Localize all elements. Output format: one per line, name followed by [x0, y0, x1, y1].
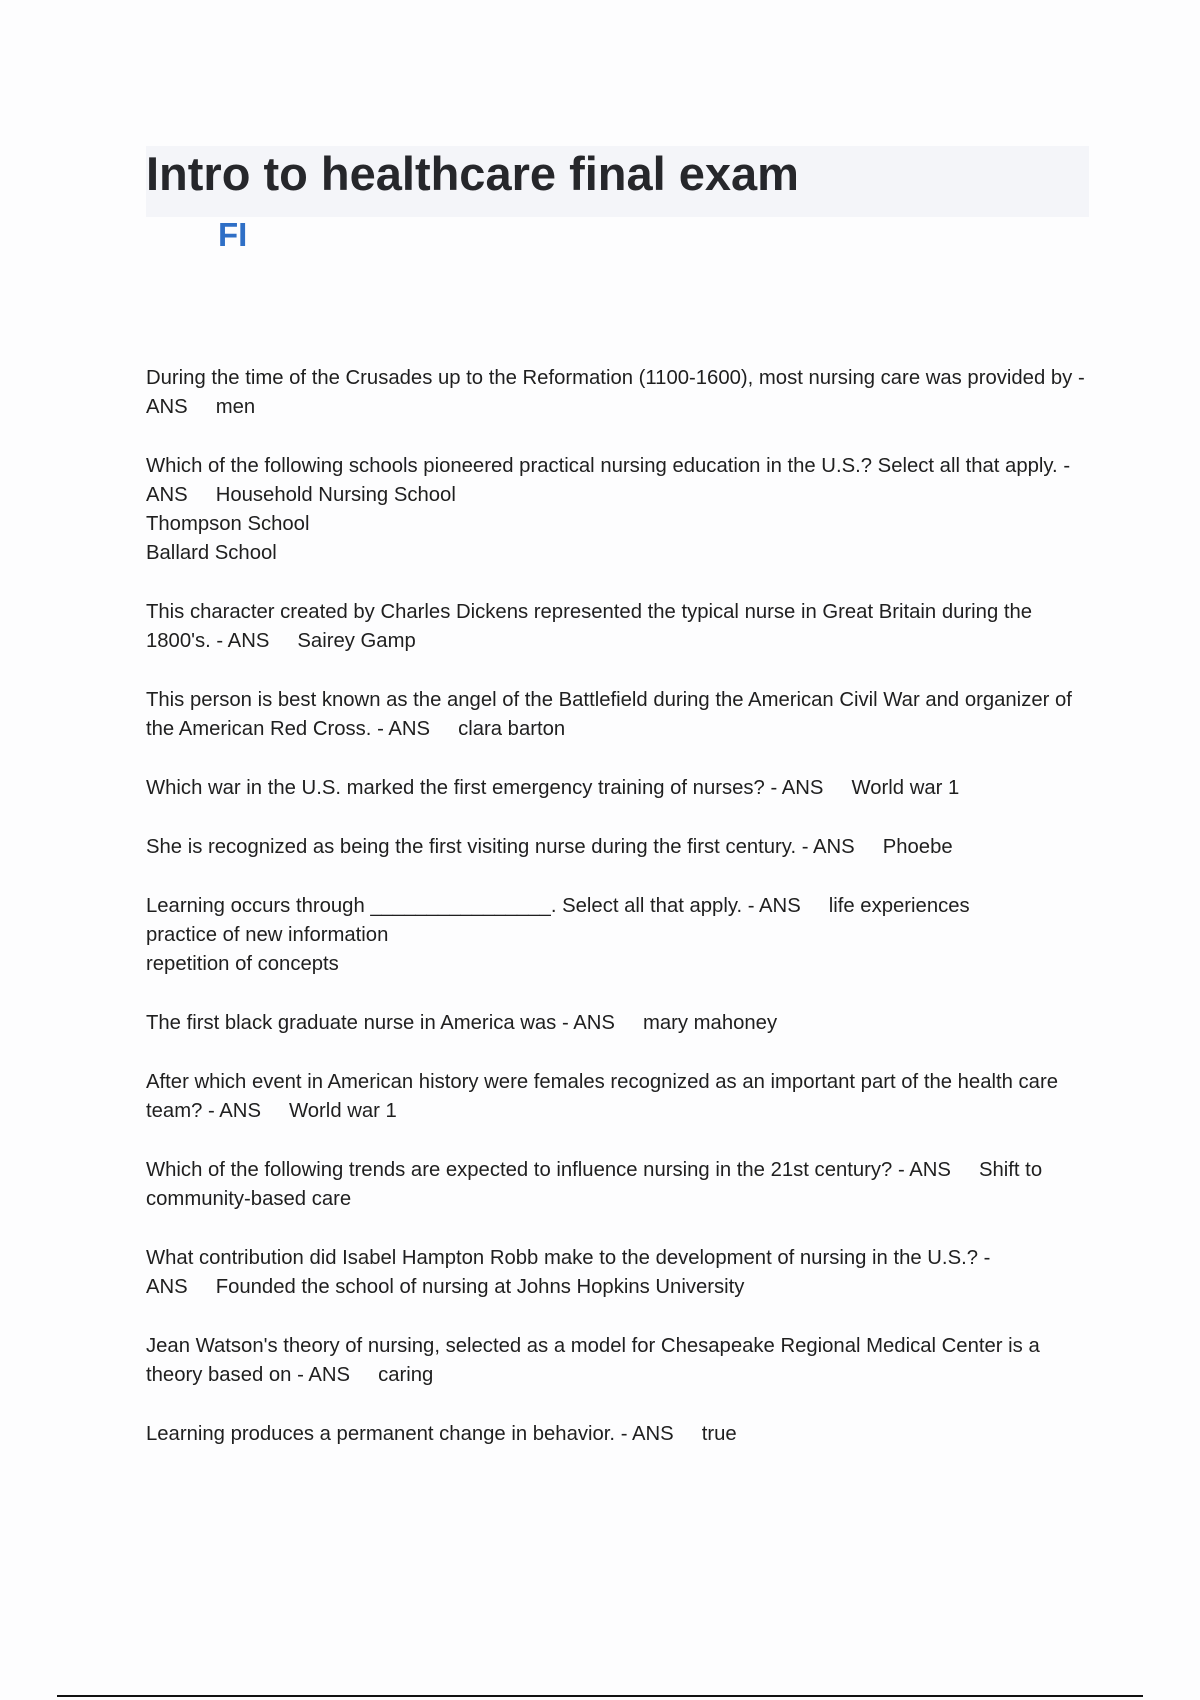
- answer-text: clara barton: [458, 718, 566, 740]
- answer-label: - ANS: [146, 367, 1085, 418]
- answer-text: World war 1: [851, 777, 960, 799]
- qa-item: [146, 1156, 1091, 1214]
- answer-label: - ANS: [208, 1100, 261, 1122]
- question-text: This person is best known as the angel of the Battlefield during the American Civil War and organizer of the American Red Cross.: [146, 689, 1072, 740]
- answer-text: Sairey Gamp: [297, 630, 416, 652]
- qa-item: [146, 1244, 1091, 1302]
- question-text: Learning produces a permanent change in behavior.: [146, 1423, 616, 1445]
- answer-text: World war 1: [289, 1100, 397, 1122]
- question-text: Which of the following schools pioneered practical nursing education in the U.S.? Select all that apply.: [146, 455, 1058, 477]
- answer-label: - ANS: [146, 455, 1071, 506]
- answer-text: Phoebe: [882, 836, 953, 858]
- answer-text: men: [215, 396, 256, 418]
- qa-item: [146, 686, 1091, 744]
- answer-label: - ANS: [561, 1012, 615, 1034]
- page-title: Intro to healthcare final exam: [146, 147, 799, 200]
- answer-label: - ANS: [216, 630, 270, 652]
- answer-label: - ANS: [146, 1247, 991, 1298]
- qa-item: [146, 1332, 1091, 1390]
- question-text: She is recognized as being the first visiting nurse during the first century.: [146, 836, 797, 858]
- qa-item: [146, 598, 1091, 656]
- qa-item: [146, 1420, 1091, 1449]
- question-text: The first black graduate nurse in America was: [146, 1012, 557, 1034]
- answer-text: true: [701, 1423, 737, 1445]
- footer-divider: [57, 1695, 1143, 1697]
- answer-label: - ANS: [377, 718, 431, 740]
- qa-item: [146, 452, 1091, 568]
- qa-item: [146, 364, 1091, 422]
- qa-item: [146, 892, 1091, 979]
- question-text: Which war in the U.S. marked the first emergency training of nurses?: [146, 777, 765, 799]
- qa-item: [146, 774, 1091, 803]
- question-text: Learning occurs through ________________. Select all that apply.: [146, 895, 743, 917]
- question-text: Jean Watson's theory of nursing, selected as a model for Chesapeake Regional Medical Center is a theory based on: [146, 1335, 1040, 1386]
- answer-label: - ANS: [770, 777, 824, 799]
- answer-text: Founded the school of nursing at Johns Hopkins University: [215, 1276, 745, 1298]
- answer-text: caring: [378, 1364, 434, 1386]
- question-answer-list: [146, 364, 1091, 1479]
- answer-text: mary mahoney: [642, 1012, 778, 1034]
- answer-label: - ANS: [297, 1364, 351, 1386]
- answer-text: life experiences practice of new information repetition of concepts: [146, 895, 970, 975]
- answer-text: Shift to community-based care: [146, 1159, 1043, 1210]
- question-text: Which of the following trends are expected to influence nursing in the 21st century?: [146, 1159, 893, 1181]
- question-text: After which event in American history were females recognized as an important part of the health care team?: [146, 1071, 1058, 1122]
- qa-item: [146, 1009, 1091, 1038]
- question-text: During the time of the Crusades up to the Reformation (1100-1600), most nursing care was provided by: [146, 367, 1073, 389]
- answer-text: Household Nursing School Thompson School Ballard School: [146, 484, 456, 564]
- answer-label: - ANS: [801, 836, 855, 858]
- question-text: What contribution did Isabel Hampton Robb make to the development of nursing in the U.S.?: [146, 1247, 979, 1269]
- qa-item: [146, 833, 1091, 862]
- question-text: This character created by Charles Dickens represented the typical nurse in Great Britain during the 1800's.: [146, 601, 1033, 652]
- answer-label: - ANS: [620, 1423, 674, 1445]
- answer-label: - ANS: [897, 1159, 951, 1181]
- answer-label: - ANS: [747, 895, 801, 917]
- qa-item: [146, 1068, 1091, 1126]
- page-subtitle: FI: [218, 216, 248, 253]
